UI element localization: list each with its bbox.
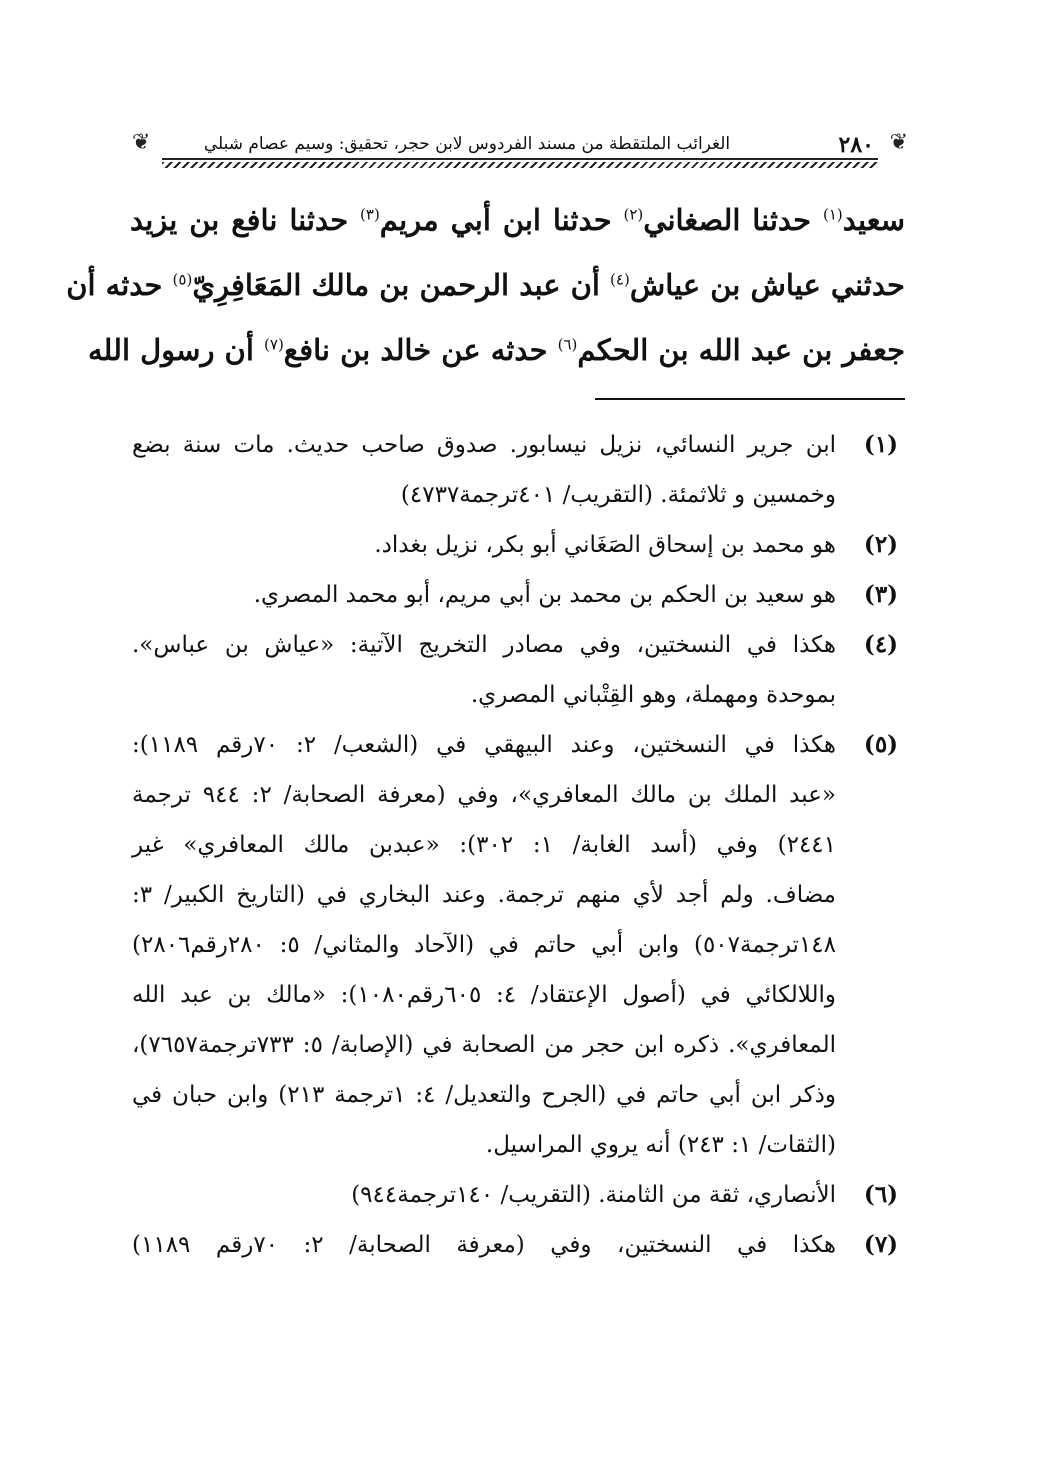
footnote-marker[interactable]: (٥) [172, 270, 193, 289]
main-text-fragment: حدثنا الصغاني [643, 203, 823, 237]
footnote-6 [132, 1170, 906, 1220]
main-text-fragment: حدثه أن [66, 268, 173, 302]
footnote-line: هكذا في النسختين، وفي مصادر التخريج الآتية: «عياش بن عباس». [132, 632, 836, 658]
footnote-line: هكذا في النسختين، وعند البيهقي في (الشعب/ ٢: ٧٠رقم ١١٨٩): [132, 732, 836, 758]
main-text-fragment: حدثه عن خالد بن نافع [283, 333, 558, 367]
footnote-7 [132, 1220, 906, 1270]
footnote-number: (١) [863, 431, 899, 458]
footnote-line: ابن جرير النسائي، نزيل نيسابور. صدوق صاحب حديث. مات سنة بضع [132, 432, 836, 458]
footnote-number: (٤) [863, 631, 899, 658]
footnote-line: الأنصاري، ثقة من الثامنة. (التقريب/ ١٤٠ترجمة٩٤٤) [351, 1182, 836, 1208]
footnote-marker[interactable]: (٢) [623, 205, 644, 224]
header-rule [162, 158, 878, 160]
footnote-2 [132, 520, 906, 570]
footnote-line: مضاف. ولم أجد لأي منهم ترجمة. وعند البخاري في (التاريخ الكبير/ ٣: [132, 882, 836, 908]
footnote-line: واللالكائي في (أصول الإعتقاد/ ٤: ٦٠٥رقم١٠٨٠): «مالك بن عبد الله [132, 982, 837, 1008]
footnote-1 [132, 420, 906, 520]
footnote-line: هو سعيد بن الحكم بن محمد بن أبي مريم، أبو محمد المصري. [253, 582, 836, 608]
running-title: الغرائب الملتقطة من مسند الفردوس لابن حجر، تحقيق: وسيم عصام شبلي [203, 134, 731, 154]
footnote-line: «عبد الملك بن مالك المعافري»، وفي (معرفة الصحابة/ ٢: ٩٤٤ ترجمة [132, 782, 836, 808]
page-number: ٢٨٠ [838, 132, 874, 158]
footnote-3 [132, 570, 906, 620]
footnote-line: المعافري». ذكره ابن حجر من الصحابة في (الإصابة/ ٥: ٧٣٣ترجمة٧٦٥٧)، [132, 1032, 836, 1058]
footnote-marker[interactable]: (٣) [360, 205, 380, 224]
footnote-number: (٦) [863, 1181, 899, 1208]
ornament-right-icon: ❦ [889, 130, 908, 155]
main-text-fragment: أن رسول الله [87, 333, 265, 367]
footnote-line: هو محمد بن إسحاق الصَغَاني أبو بكر، نزيل بغداد. [374, 532, 836, 558]
footnote-line: (الثقات/ ١: ٢٤٣) أنه يروي المراسيل. [485, 1132, 836, 1158]
footnote-line: هكذا في النسختين، وفي (معرفة الصحابة/ ٢: ٧٠رقم ١١٨٩) [132, 1232, 836, 1258]
main-text-fragment: سعيد [842, 203, 905, 237]
footnotes [132, 420, 906, 1270]
main-line-2 [66, 253, 905, 318]
running-header [132, 128, 908, 164]
footnote-line: ٢٤٤١) وفي (أسد الغابة/ ١: ٣٠٢): «عبدبن مالك المعافري» غير [132, 832, 837, 858]
footnote-number: (٧) [863, 1231, 899, 1258]
footnote-line: وخمسين و ثلاثمئة. (التقريب/ ٤٠١ترجمة٤٧٣٧) [400, 482, 836, 508]
footnote-line: وذكر ابن أبي حاتم في (الجرح والتعديل/ ٤: ١ترجمة ٢١٣) وابن حبان في [132, 1082, 836, 1108]
main-text-fragment: حدثنا نافع بن يزيد [130, 203, 361, 237]
footnote-5 [132, 720, 906, 1170]
footnote-4 [132, 620, 906, 720]
footnote-marker[interactable]: (٦) [557, 335, 578, 354]
footnote-marker[interactable]: (٧) [264, 335, 284, 354]
footnote-separator [595, 398, 905, 400]
main-text [66, 188, 905, 383]
footnote-line: ١٤٨ترجمة٥٠٧) وابن أبي حاتم في (الآحاد والمثاني/ ٥: ٢٨٠رقم٢٨٠٦) [132, 932, 836, 958]
main-text-fragment: حدثني عياش بن عياش [629, 268, 905, 302]
main-text-fragment: جعفر بن عبد الله بن الحكم [577, 333, 905, 367]
main-line-1 [130, 188, 905, 253]
main-text-fragment: حدثنا ابن أبي مريم [379, 203, 624, 237]
header-zigzag-border [162, 162, 878, 168]
footnote-line: بموحدة ومهملة، وهو القِتْباني المصري. [470, 682, 836, 708]
ornament-left-icon: ❦ [132, 130, 151, 155]
footnote-number: (٢) [863, 531, 899, 558]
main-text-fragment: أن عبد الرحمن بن مالك المَعَافِرِيّ [192, 268, 611, 302]
footnote-number: (٥) [863, 731, 899, 758]
main-line-3 [87, 318, 905, 383]
footnote-marker[interactable]: (١) [822, 205, 843, 224]
footnote-number: (٣) [863, 581, 899, 608]
footnote-marker[interactable]: (٤) [610, 270, 630, 289]
